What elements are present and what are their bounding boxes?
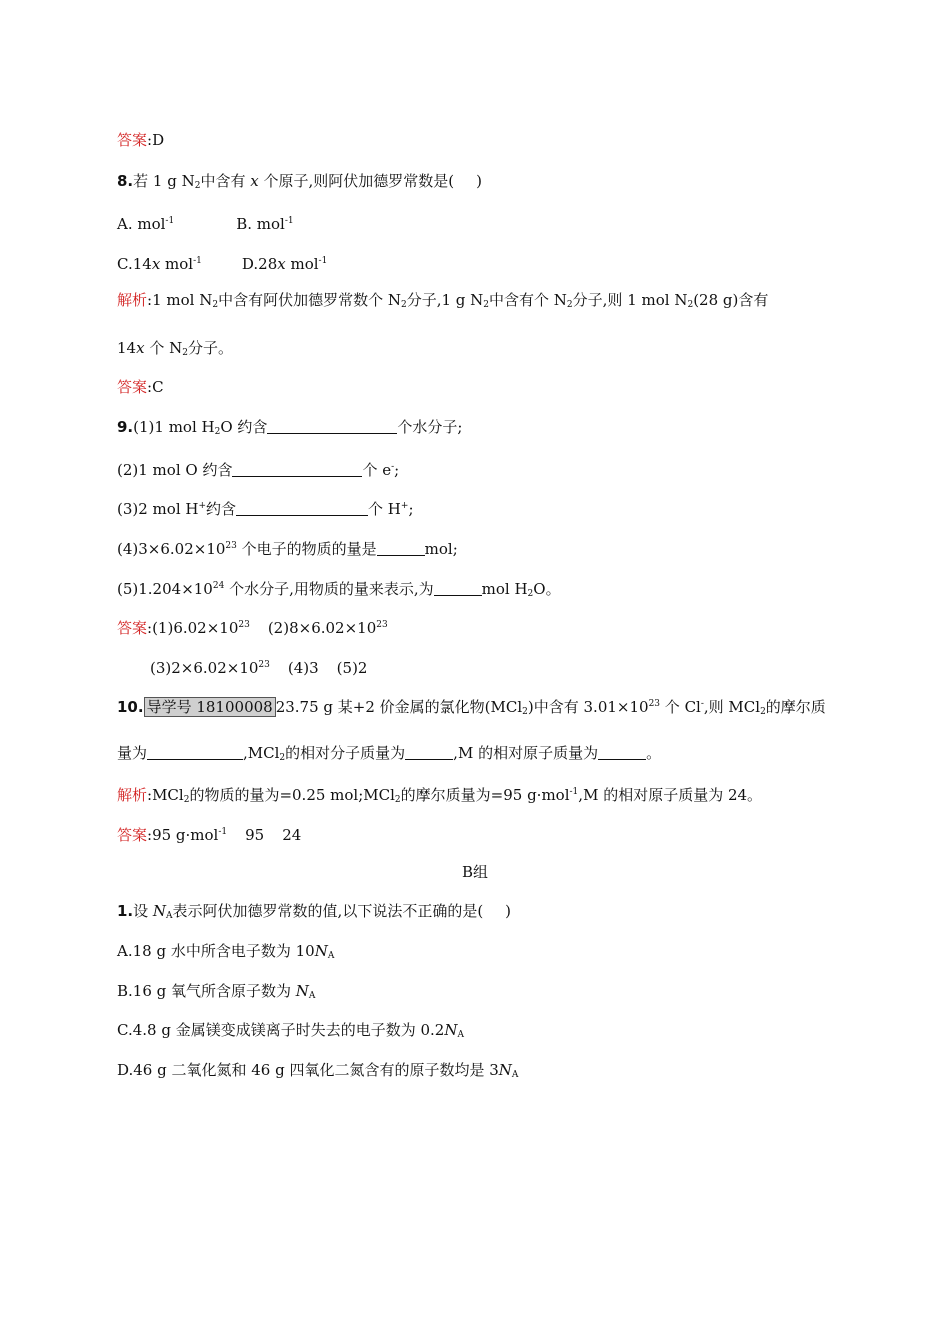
q8-answer: 答案:C bbox=[117, 378, 164, 396]
fill-blank[interactable] bbox=[434, 581, 482, 596]
question-number: 8. bbox=[117, 172, 134, 190]
b1-option-c: C.4.8 g 金属镁变成镁离子时失去的电子数为 $0.2N_A$ bbox=[117, 1021, 464, 1040]
q9-answer-cont: $(3)2\times 6.02\times 10^{23}$ (4)3 (5)2 bbox=[150, 659, 368, 677]
section-title: B组 bbox=[461, 863, 489, 881]
q9-part3: (3)2 mol H+约含 个 H+; bbox=[117, 500, 414, 518]
b1-option-d: D.46 g 二氧化氮和 46 g 四氧化二氮含有的原子数均是 $3N_A$ bbox=[117, 1061, 519, 1080]
answer-label: 答案 bbox=[117, 378, 148, 396]
option-b: B. mol bbox=[236, 215, 285, 233]
explanation-label: 解析 bbox=[117, 786, 148, 804]
q7-answer: 答案:D bbox=[117, 131, 165, 149]
fill-blank[interactable] bbox=[377, 541, 425, 556]
q9-part2: (2)1 mol O 约含 个 e-; bbox=[117, 461, 400, 479]
fill-blank[interactable] bbox=[147, 745, 243, 760]
b1-stem: 1.设 $N_A$表示阿伏加德罗常数的值,以下说法不正确的是( ) bbox=[117, 902, 512, 921]
q9-answer: 答案$:(1)6.02\times 10^{23}$ $(2)8\times 6.02\times 10^{23}$ bbox=[117, 619, 388, 637]
fill-blank[interactable] bbox=[598, 745, 646, 760]
answer-label: 答案 bbox=[117, 131, 148, 149]
fill-blank[interactable] bbox=[236, 501, 368, 516]
q10-stem-cont: 量为 ,MCl$_2$的相对分子质量为 ,M 的相对原子质量为 。 bbox=[117, 744, 662, 763]
q10-answer: 答案:95 g·mol$^{-1}$ 95 24 bbox=[117, 826, 302, 844]
q9-part4: $(4)3\times 6.02\times 10^{23}$ 个电子的物质的量是 mol; bbox=[117, 540, 458, 558]
fill-blank[interactable] bbox=[405, 745, 453, 760]
q10-explanation: 解析:MCl$_2$的物质的量为=0.25 mol;MCl$_2$的摩尔质量为=95 g·mol$^{-1}$,M 的相对原子质量为 24。 bbox=[117, 786, 763, 805]
answer-label: 答案 bbox=[117, 619, 148, 637]
q8-explanation: 解析:1 mol $N_2$中含有阿伏加德罗常数个 $N_2$分子,1 g $N_2$中含有个 $N_2$分子,则 1 mol $N_2(28$ g)含有 bbox=[117, 291, 769, 310]
answer-label: 答案 bbox=[117, 826, 148, 844]
q9-part5: $(5)1.204\times 10^{24}$ 个水分子,用物质的量来表示,为 mol $H_2O$。 bbox=[117, 580, 561, 599]
option-c: C.14 bbox=[117, 255, 152, 273]
question-number: 10. bbox=[117, 698, 144, 716]
fill-blank[interactable] bbox=[232, 462, 362, 477]
option-d: D.28 bbox=[241, 255, 278, 273]
guide-number-tag[interactable]: 导学号 18100008 bbox=[144, 697, 276, 717]
q8-explanation-cont: 14x 个 $N_2$分子。 bbox=[117, 339, 233, 358]
b1-option-b: B.16 g 氧气所含原子数为 $N_A$ bbox=[117, 982, 316, 1001]
q8-options-cd: C.14x mol$^{-1}$ D.28x mol$^{-1}$ bbox=[117, 255, 328, 273]
q10-stem: 10. 导学号 18100008 23.75 g 某+2 价金属的氯化物(MCl$_2$)中含有 $3.01\times 10^{23}$ 个 Cl-,则 MCl$_2$的摩尔质 bbox=[117, 698, 826, 717]
question-number: 9. bbox=[117, 418, 134, 436]
b1-option-a: A.18 g 水中所含电子数为 $10N_A$ bbox=[117, 942, 335, 961]
explanation-label: 解析 bbox=[117, 291, 148, 309]
q9-part1: 9.(1)1 mol $H_2O$ 约含 个水分子; bbox=[117, 418, 463, 437]
question-number: 1. bbox=[117, 902, 134, 920]
fill-blank[interactable] bbox=[267, 419, 397, 434]
option-a: A. mol bbox=[117, 215, 166, 233]
q8-stem: 8.若 1 g $N_2$中含有 x 个原子,则阿伏加德罗常数是( ) bbox=[117, 172, 482, 191]
q8-options-ab: A. mol$^{-1}$ B. mol$^{-1}$ bbox=[117, 215, 294, 233]
